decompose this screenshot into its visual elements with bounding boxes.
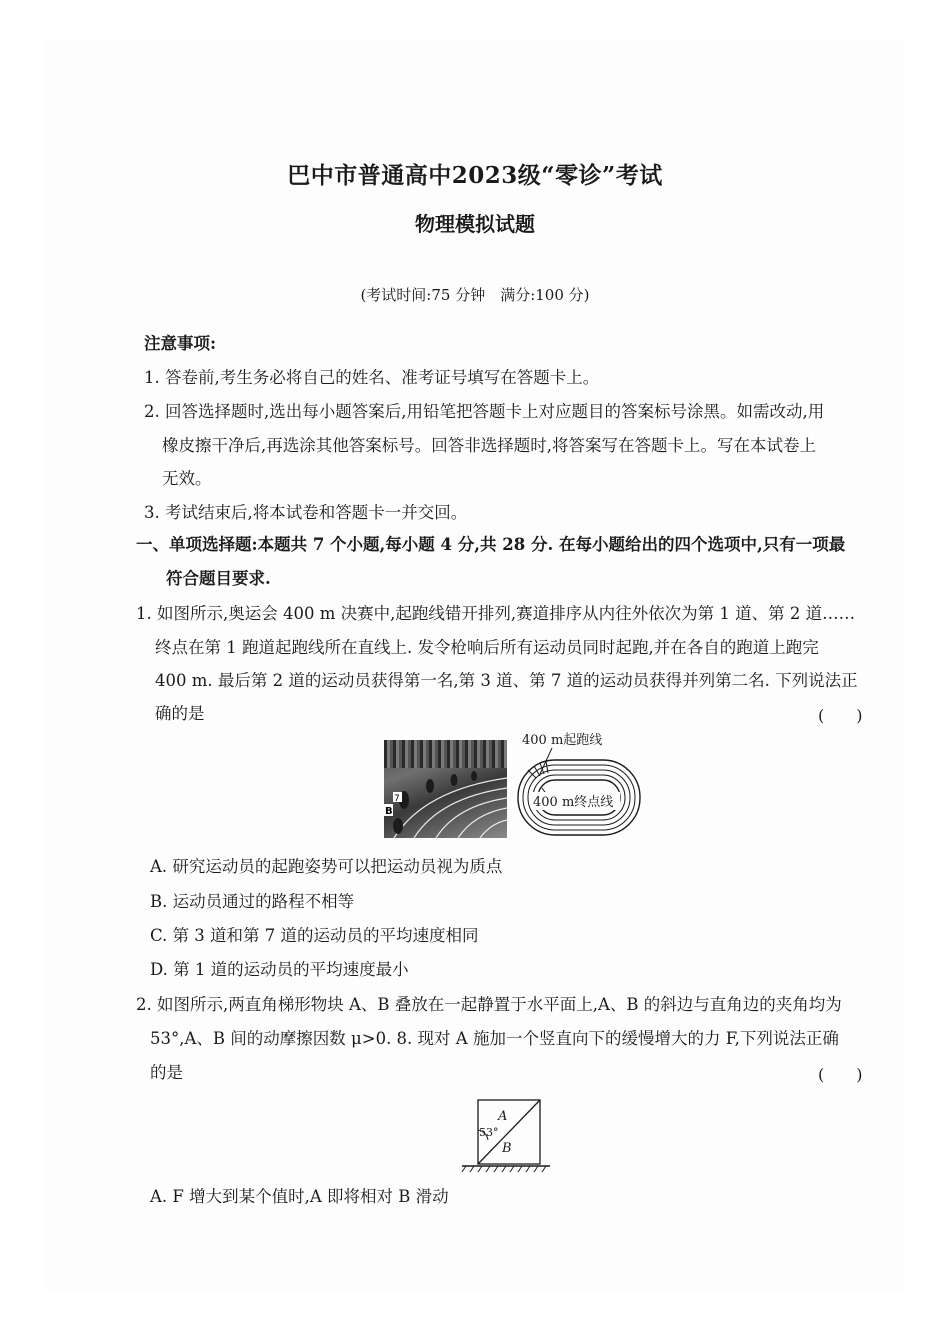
notice-item: 2. 回答选择题时,选出每小题答案后,用铅笔把答题卡上对应题目的答案标号涂黑。如需改动,用 <box>144 402 825 421</box>
finish-line-label: 400 m终点线 <box>533 795 614 810</box>
angle-label: 53° <box>479 1126 499 1139</box>
q2-option-a: A. F 增大到某个值时,A 即将相对 B 滑动 <box>150 1187 449 1206</box>
race-photo <box>384 740 507 838</box>
question-2-text: 的是 <box>150 1063 183 1082</box>
q1-option-c: C. 第 3 道和第 7 道的运动员的平均速度相同 <box>150 926 479 945</box>
q1-option-a: A. 研究运动员的起跑姿势可以把运动员视为质点 <box>150 857 503 876</box>
question-2-text: 2. 如图所示,两直角梯形物块 A、B 叠放在一起静置于水平面上,A、B 的斜边与直角边的夹角均为 <box>136 995 842 1014</box>
question-1-text: 1. 如图所示,奥运会 400 m 决赛中,起跑线错开排列,赛道排序从内往外依次为第 1 道、第 2 道…… <box>136 604 856 623</box>
question-1-text: 确的是 <box>155 704 205 723</box>
section-heading: 一、单项选择题:本题共 7 个小题,每小题 4 分,共 28 分. 在每小题给出的四个选项中,只有一项最 <box>136 535 846 554</box>
notice-item: 无效。 <box>162 469 212 488</box>
notice-item: 3. 考试结束后,将本试卷和答题卡一并交回。 <box>144 503 468 522</box>
notice-item: 橡皮擦干净后,再选涂其他答案标号。回答非选择题时,将答案写在答题卡上。写在本试卷上 <box>162 436 816 455</box>
start-line-label: 400 m起跑线 <box>522 733 603 748</box>
question-1-text: 终点在第 1 跑道起跑线所在直线上. 发令枪响后所有运动员同时起跑,并在各自的跑道上跑完 <box>155 638 819 657</box>
block-diagram <box>458 1094 554 1176</box>
block-b-label: B <box>502 1141 512 1156</box>
exam-info: (考试时间:75 分钟 满分:100 分) <box>360 286 590 304</box>
q1-option-d: D. 第 1 道的运动员的平均速度最小 <box>150 960 409 979</box>
photo-runner-number: 7 <box>394 794 400 804</box>
answer-paren: ( ) <box>818 706 863 725</box>
notice-item: 1. 答卷前,考生务必将自己的姓名、准考证号填写在答题卡上。 <box>144 368 600 387</box>
question-1-text: 400 m. 最后第 2 道的运动员获得第一名,第 3 道、第 7 道的运动员获得并列第二名. 下列说法正 <box>155 671 858 690</box>
block-a-label: A <box>498 1109 508 1124</box>
track-diagram <box>510 730 650 842</box>
photo-lane-label: B <box>385 806 393 817</box>
exam-subtitle: 物理模拟试题 <box>415 212 535 236</box>
question-2-text: 53°,A、B 间的动摩擦因数 μ>0. 8. 现对 A 施加一个竖直向下的缓慢增大的力 F,下列说法正确 <box>150 1029 839 1048</box>
notice-heading: 注意事项: <box>144 334 217 353</box>
q1-option-b: B. 运动员通过的路程不相等 <box>150 892 355 911</box>
section-heading-cont: 符合题目要求. <box>166 569 271 588</box>
exam-title: 巴中市普通高中2023级“零诊”考试 <box>287 162 663 189</box>
answer-paren: ( ) <box>818 1065 863 1084</box>
